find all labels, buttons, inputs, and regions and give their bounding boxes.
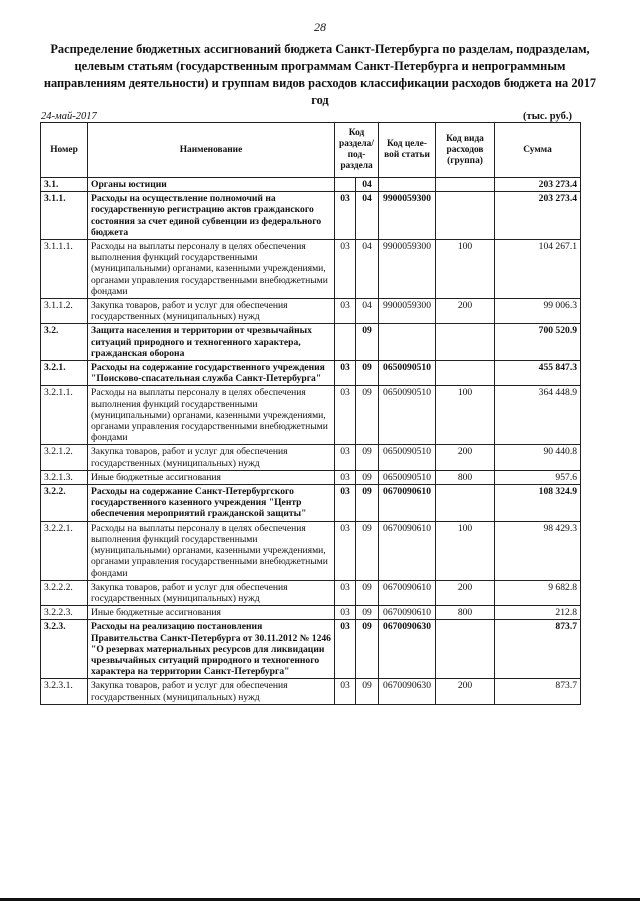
row-section: 03	[335, 606, 356, 620]
row-group: 200	[436, 299, 495, 324]
row-subsection: 04	[356, 299, 379, 324]
row-group	[436, 324, 495, 361]
row-name: Расходы на содержание государственного учреждения "Поисково-спасательная служба Санкт-Петербурга"	[88, 361, 335, 386]
row-article: 9900059300	[379, 299, 436, 324]
row-article: 0650090510	[379, 361, 436, 386]
budget-table	[40, 122, 581, 705]
row-section: 03	[335, 620, 356, 679]
row-group: 200	[436, 580, 495, 605]
row-group	[436, 361, 495, 386]
row-sum: 99 006.3	[495, 299, 581, 324]
row-section: 03	[335, 521, 356, 580]
row-group	[436, 178, 495, 192]
row-sum: 364 448.9	[495, 386, 581, 445]
header-group: Код вида расходов (группа)	[436, 123, 495, 178]
row-subsection: 09	[356, 606, 379, 620]
row-subsection: 04	[356, 178, 379, 192]
row-name: Защита населения и территории от чрезвычайных ситуаций природного и техногенного характера, гражданская оборона	[88, 324, 335, 361]
row-section: 03	[335, 361, 356, 386]
row-number: 3.2.1.2.	[41, 445, 88, 470]
row-sum: 873.7	[495, 679, 581, 704]
row-number: 3.2.2.1.	[41, 521, 88, 580]
row-article: 0670090610	[379, 521, 436, 580]
header-name: Наименование	[88, 123, 335, 178]
header-sum: Сумма	[495, 123, 581, 178]
row-section: 03	[335, 679, 356, 704]
row-number: 3.2.3.	[41, 620, 88, 679]
row-group: 100	[436, 386, 495, 445]
row-number: 3.1.	[41, 178, 88, 192]
table-row	[41, 470, 581, 484]
row-section: 03	[335, 470, 356, 484]
row-name: Иные бюджетные ассигнования	[88, 470, 335, 484]
units-label: (тыс. руб.)	[523, 111, 572, 122]
row-sum: 873.7	[495, 620, 581, 679]
row-number: 3.2.1.1.	[41, 386, 88, 445]
row-section	[335, 324, 356, 361]
row-name: Расходы на выплаты персоналу в целях обеспечения выполнения функций государственными (муниципальными) органами, казенными учреждениями, органами управления государственными внебюджетными фондами	[88, 386, 335, 445]
row-subsection: 09	[356, 361, 379, 386]
table-row	[41, 386, 581, 445]
table-row	[41, 324, 581, 361]
table-row	[41, 299, 581, 324]
row-subsection: 09	[356, 445, 379, 470]
row-article: 0650090510	[379, 470, 436, 484]
row-name: Закупка товаров, работ и услуг для обеспечения государственных (муниципальных) нужд	[88, 445, 335, 470]
table-row	[41, 580, 581, 605]
row-article	[379, 324, 436, 361]
row-group: 100	[436, 521, 495, 580]
row-number: 3.1.1.2.	[41, 299, 88, 324]
row-group	[436, 620, 495, 679]
row-article: 0670090630	[379, 620, 436, 679]
row-subsection: 09	[356, 485, 379, 522]
row-sum: 455 847.3	[495, 361, 581, 386]
row-subsection: 09	[356, 470, 379, 484]
row-section: 03	[335, 386, 356, 445]
row-section: 03	[335, 192, 356, 240]
row-number: 3.2.2.3.	[41, 606, 88, 620]
row-sum: 98 429.3	[495, 521, 581, 580]
row-name: Расходы на содержание Санкт-Петербургского государственного казенного учреждения "Центр обеспечения мероприятий гражданской защиты"	[88, 485, 335, 522]
table-row	[41, 620, 581, 679]
row-sum: 108 324.9	[495, 485, 581, 522]
row-sum: 957.6	[495, 470, 581, 484]
row-number: 3.2.	[41, 324, 88, 361]
row-number: 3.1.1.	[41, 192, 88, 240]
row-name: Расходы на выплаты персоналу в целях обеспечения выполнения функций государственными (муниципальными) органами, казенными учреждениями, органами управления государственными внебюджетными фондами	[88, 521, 335, 580]
row-sum: 9 682.8	[495, 580, 581, 605]
header-article: Код целе- вой статьи	[379, 123, 436, 178]
row-section: 03	[335, 240, 356, 299]
row-sum: 203 273.4	[495, 192, 581, 240]
row-name: Расходы на реализацию постановления Правительства Санкт-Петербурга от 30.11.2012 № 1246 "О резервах материальных ресурсов для ликвидации чрезвычайных ситуаций природного и техногенного характера на территории Санкт-Петербурга"	[88, 620, 335, 679]
row-section: 03	[335, 485, 356, 522]
row-subsection: 09	[356, 386, 379, 445]
row-name: Закупка товаров, работ и услуг для обеспечения государственных (муниципальных) нужд	[88, 580, 335, 605]
row-section: 03	[335, 299, 356, 324]
row-group: 800	[436, 606, 495, 620]
table-row	[41, 240, 581, 299]
row-sum: 203 273.4	[495, 178, 581, 192]
row-article: 0670090610	[379, 606, 436, 620]
page-number: 28	[314, 20, 326, 34]
row-name: Иные бюджетные ассигнования	[88, 606, 335, 620]
row-article: 0670090610	[379, 580, 436, 605]
row-number: 3.2.1.	[41, 361, 88, 386]
row-section: 03	[335, 445, 356, 470]
row-article: 0670090630	[379, 679, 436, 704]
row-group: 200	[436, 445, 495, 470]
row-name: Расходы на осуществление полномочий на государственную регистрацию актов гражданского состояния за счет единой субвенции из федерального бюджета	[88, 192, 335, 240]
row-article: 9900059300	[379, 192, 436, 240]
row-group	[436, 485, 495, 522]
row-section	[335, 178, 356, 192]
table-row	[41, 485, 581, 522]
row-subsection: 09	[356, 521, 379, 580]
table-row	[41, 192, 581, 240]
row-number: 3.2.1.3.	[41, 470, 88, 484]
document-date: 24-май-2017	[41, 111, 97, 122]
row-group	[436, 192, 495, 240]
row-article: 0650090510	[379, 445, 436, 470]
row-number: 3.1.1.1.	[41, 240, 88, 299]
row-name: Расходы на выплаты персоналу в целях обеспечения выполнения функций государственными (муниципальными) органами, казенными учреждениями, органами управления государственными внебюджетными фондами	[88, 240, 335, 299]
row-subsection: 09	[356, 324, 379, 361]
row-group: 200	[436, 679, 495, 704]
table-row	[41, 606, 581, 620]
row-name: Закупка товаров, работ и услуг для обеспечения государственных (муниципальных) нужд	[88, 299, 335, 324]
row-sum: 700 520.9	[495, 324, 581, 361]
table-header-row	[41, 123, 581, 178]
table-row	[41, 521, 581, 580]
table-row	[41, 361, 581, 386]
row-article	[379, 178, 436, 192]
header-number: Номер	[41, 123, 88, 178]
row-sum: 90 440.8	[495, 445, 581, 470]
row-sum: 104 267.1	[495, 240, 581, 299]
row-number: 3.2.2.	[41, 485, 88, 522]
row-subsection: 04	[356, 192, 379, 240]
row-article: 9900059300	[379, 240, 436, 299]
row-subsection: 04	[356, 240, 379, 299]
row-group: 800	[436, 470, 495, 484]
header-section: Код раздела/ под- раздела	[335, 123, 379, 178]
document-title: Распределение бюджетных ассигнований бюджета Санкт-Петербурга по разделам, подразделам, целевым статьям (государственным программам Санкт-Петербурга и непрограммным направлениям деятельности) и группам видов расходов классификации расходов бюджета на 2017 год	[43, 42, 597, 107]
row-sum: 212.8	[495, 606, 581, 620]
row-subsection: 09	[356, 580, 379, 605]
row-group: 100	[436, 240, 495, 299]
row-number: 3.2.2.2.	[41, 580, 88, 605]
row-article: 0670090610	[379, 485, 436, 522]
table-row	[41, 679, 581, 704]
row-name: Органы юстиции	[88, 178, 335, 192]
row-subsection: 09	[356, 620, 379, 679]
row-section: 03	[335, 580, 356, 605]
row-name: Закупка товаров, работ и услуг для обеспечения государственных (муниципальных) нужд	[88, 679, 335, 704]
footer-rule	[0, 898, 640, 901]
table-row	[41, 445, 581, 470]
table-row	[41, 178, 581, 192]
row-number: 3.2.3.1.	[41, 679, 88, 704]
row-article: 0650090510	[379, 386, 436, 445]
row-subsection: 09	[356, 679, 379, 704]
